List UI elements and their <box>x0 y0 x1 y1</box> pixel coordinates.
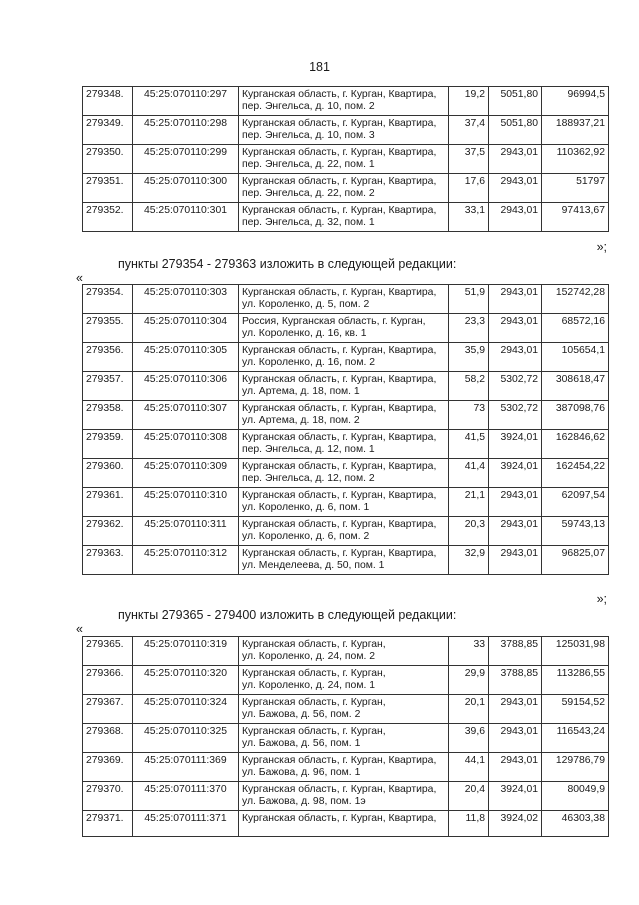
item-number-cell: 279349. <box>83 116 133 145</box>
area-cell: 29,9 <box>449 666 489 695</box>
address-line: ул. Короленко, д. 6, пом. 2 <box>242 531 370 542</box>
unit-price-cell: 3924,01 <box>489 459 542 488</box>
cadastral-value-cell: 62097,54 <box>542 488 609 517</box>
opening-quote-mark: « <box>76 271 83 285</box>
registry-table-3 <box>82 636 609 837</box>
address-line: ул. Короленко, д. 5, пом. 2 <box>242 299 370 310</box>
unit-price-cell: 2943,01 <box>489 488 542 517</box>
address-cell <box>239 285 449 314</box>
address-line: Курганская область, г. Курган, Квартира, <box>242 432 437 443</box>
table-row <box>83 116 609 145</box>
cadastral-number-cell: 45:25:070110:303 <box>133 285 239 314</box>
cadastral-number-cell: 45:25:070110:307 <box>133 401 239 430</box>
item-number-cell: 279350. <box>83 145 133 174</box>
area-cell: 37,4 <box>449 116 489 145</box>
unit-price-cell: 2943,01 <box>489 546 542 575</box>
area-cell: 58,2 <box>449 372 489 401</box>
address-line: пер. Энгельса, д. 10, пом. 3 <box>242 130 375 141</box>
item-number-cell: 279367. <box>83 695 133 724</box>
area-cell: 33 <box>449 637 489 666</box>
item-number-cell: 279361. <box>83 488 133 517</box>
item-number-cell: 279371. <box>83 811 133 837</box>
cadastral-value-cell: 80049,9 <box>542 782 609 811</box>
area-cell: 20,4 <box>449 782 489 811</box>
address-line: Курганская область, г. Курган, Квартира, <box>242 548 437 559</box>
unit-price-cell: 2943,01 <box>489 174 542 203</box>
address-cell <box>239 145 449 174</box>
cadastral-value-cell: 162846,62 <box>542 430 609 459</box>
cadastral-number-cell: 45:25:070110:297 <box>133 87 239 116</box>
address-line: Курганская область, г. Курган, Квартира, <box>242 755 437 766</box>
address-cell <box>239 459 449 488</box>
address-line: ул. Короленко, д. 16, пом. 2 <box>242 357 376 368</box>
registry-table-2 <box>82 284 609 575</box>
item-number-cell: 279354. <box>83 285 133 314</box>
area-cell: 37,5 <box>449 145 489 174</box>
unit-price-cell: 2943,01 <box>489 203 542 232</box>
table-row <box>83 174 609 203</box>
table-row <box>83 285 609 314</box>
address-line: ул. Артема, д. 18, пом. 2 <box>242 415 360 426</box>
cadastral-value-cell: 96994,5 <box>542 87 609 116</box>
area-cell: 32,9 <box>449 546 489 575</box>
table-row <box>83 753 609 782</box>
item-number-cell: 279363. <box>83 546 133 575</box>
item-number-cell: 279370. <box>83 782 133 811</box>
cadastral-value-cell: 59154,52 <box>542 695 609 724</box>
table-row <box>83 203 609 232</box>
cadastral-value-cell: 46303,38 <box>542 811 609 837</box>
item-number-cell: 279368. <box>83 724 133 753</box>
address-cell <box>239 637 449 666</box>
address-line: Курганская область, г. Курган, Квартира, <box>242 345 437 356</box>
cadastral-number-cell: 45:25:070110:305 <box>133 343 239 372</box>
unit-price-cell: 3924,02 <box>489 811 542 837</box>
item-number-cell: 279356. <box>83 343 133 372</box>
table-row <box>83 724 609 753</box>
item-number-cell: 279365. <box>83 637 133 666</box>
address-line: пер. Энгельса, д. 22, пом. 2 <box>242 188 375 199</box>
unit-price-cell: 5302,72 <box>489 401 542 430</box>
area-cell: 20,3 <box>449 517 489 546</box>
cadastral-number-cell: 45:25:070110:298 <box>133 116 239 145</box>
table-row <box>83 372 609 401</box>
unit-price-cell: 2943,01 <box>489 145 542 174</box>
item-number-cell: 279362. <box>83 517 133 546</box>
area-cell: 51,9 <box>449 285 489 314</box>
area-cell: 21,1 <box>449 488 489 517</box>
unit-price-cell: 5302,72 <box>489 372 542 401</box>
cadastral-value-cell: 105654,1 <box>542 343 609 372</box>
unit-price-cell: 2943,01 <box>489 753 542 782</box>
item-number-cell: 279360. <box>83 459 133 488</box>
item-number-cell: 279366. <box>83 666 133 695</box>
cadastral-number-cell: 45:25:070110:300 <box>133 174 239 203</box>
address-line: Курганская область, г. Курган, <box>242 639 386 650</box>
address-line: ул. Бажова, д. 98, пом. 1э <box>242 796 366 807</box>
cadastral-number-cell: 45:25:070110:311 <box>133 517 239 546</box>
address-cell <box>239 666 449 695</box>
area-cell: 17,6 <box>449 174 489 203</box>
address-line: ул. Короленко, д. 6, пом. 1 <box>242 502 370 513</box>
cadastral-value-cell: 162454,22 <box>542 459 609 488</box>
table-row <box>83 145 609 174</box>
address-cell <box>239 430 449 459</box>
table-row <box>83 782 609 811</box>
unit-price-cell: 3924,01 <box>489 782 542 811</box>
address-cell <box>239 343 449 372</box>
cadastral-value-cell: 113286,55 <box>542 666 609 695</box>
cadastral-value-cell: 68572,16 <box>542 314 609 343</box>
cadastral-number-cell: 45:25:070110:308 <box>133 430 239 459</box>
table-row <box>83 666 609 695</box>
item-number-cell: 279352. <box>83 203 133 232</box>
address-line: ул. Бажова, д. 96, пом. 1 <box>242 767 361 778</box>
address-cell <box>239 372 449 401</box>
cadastral-value-cell: 110362,92 <box>542 145 609 174</box>
table-row <box>83 314 609 343</box>
closing-quote-mark: »; <box>596 592 607 606</box>
address-line: пер. Энгельса, д. 32, пом. 1 <box>242 217 375 228</box>
table-row <box>83 546 609 575</box>
address-line: Курганская область, г. Курган, Квартира, <box>242 519 437 530</box>
unit-price-cell: 5051,80 <box>489 87 542 116</box>
unit-price-cell: 5051,80 <box>489 116 542 145</box>
address-line: ул. Артема, д. 18, пом. 1 <box>242 386 360 397</box>
cadastral-number-cell: 45:25:070110:320 <box>133 666 239 695</box>
address-line: Курганская область, г. Курган, Квартира, <box>242 784 437 795</box>
address-line: ул. Бажова, д. 56, пом. 2 <box>242 709 361 720</box>
address-cell <box>239 753 449 782</box>
address-cell <box>239 782 449 811</box>
address-line: пер. Энгельса, д. 10, пом. 2 <box>242 101 375 112</box>
address-cell <box>239 203 449 232</box>
address-line: ул. Короленко, д. 16, кв. 1 <box>242 328 367 339</box>
address-cell <box>239 546 449 575</box>
cadastral-value-cell: 387098,76 <box>542 401 609 430</box>
cadastral-value-cell: 188937,21 <box>542 116 609 145</box>
item-number-cell: 279351. <box>83 174 133 203</box>
address-line: ул. Короленко, д. 24, пом. 2 <box>242 651 376 662</box>
address-line: Курганская область, г. Курган, Квартира, <box>242 118 437 129</box>
address-line: ул. Менделеева, д. 50, пом. 1 <box>242 560 385 571</box>
cadastral-number-cell: 45:25:070110:324 <box>133 695 239 724</box>
address-cell <box>239 116 449 145</box>
address-cell <box>239 695 449 724</box>
address-line: пер. Энгельса, д. 22, пом. 1 <box>242 159 375 170</box>
cadastral-number-cell: 45:25:070110:301 <box>133 203 239 232</box>
cadastral-value-cell: 308618,47 <box>542 372 609 401</box>
address-line: Курганская область, г. Курган, Квартира, <box>242 147 437 158</box>
registry-table-1 <box>82 86 609 232</box>
area-cell: 35,9 <box>449 343 489 372</box>
address-line: пер. Энгельса, д. 12, пом. 1 <box>242 444 375 455</box>
address-line: Курганская область, г. Курган, Квартира, <box>242 403 437 414</box>
address-line: пер. Энгельса, д. 12, пом. 2 <box>242 473 375 484</box>
address-line: Курганская область, г. Курган, Квартира, <box>242 813 437 824</box>
cadastral-number-cell: 45:25:070111:371 <box>133 811 239 837</box>
cadastral-number-cell: 45:25:070110:306 <box>133 372 239 401</box>
cadastral-number-cell: 45:25:070110:309 <box>133 459 239 488</box>
amendment-instruction: пункты 279354 - 279363 изложить в следующей редакции: <box>118 257 457 271</box>
address-cell <box>239 87 449 116</box>
address-line: Курганская область, г. Курган, Квартира, <box>242 490 437 501</box>
table-row <box>83 87 609 116</box>
address-cell <box>239 724 449 753</box>
amendment-instruction: пункты 279365 - 279400 изложить в следующей редакции: <box>118 608 457 622</box>
address-cell <box>239 314 449 343</box>
cadastral-value-cell: 97413,67 <box>542 203 609 232</box>
address-line: Курганская область, г. Курган, Квартира, <box>242 461 437 472</box>
item-number-cell: 279358. <box>83 401 133 430</box>
cadastral-value-cell: 116543,24 <box>542 724 609 753</box>
unit-price-cell: 2943,01 <box>489 285 542 314</box>
area-cell: 11,8 <box>449 811 489 837</box>
cadastral-number-cell: 45:25:070111:369 <box>133 753 239 782</box>
item-number-cell: 279357. <box>83 372 133 401</box>
cadastral-number-cell: 45:25:070110:319 <box>133 637 239 666</box>
unit-price-cell: 3788,85 <box>489 666 542 695</box>
address-cell <box>239 174 449 203</box>
address-line: Курганская область, г. Курган, <box>242 668 386 679</box>
area-cell: 39,6 <box>449 724 489 753</box>
address-line: Курганская область, г. Курган, Квартира, <box>242 374 437 385</box>
unit-price-cell: 2943,01 <box>489 724 542 753</box>
unit-price-cell: 2943,01 <box>489 695 542 724</box>
area-cell: 33,1 <box>449 203 489 232</box>
cadastral-value-cell: 152742,28 <box>542 285 609 314</box>
item-number-cell: 279369. <box>83 753 133 782</box>
area-cell: 20,1 <box>449 695 489 724</box>
address-cell <box>239 517 449 546</box>
address-line: Курганская область, г. Курган, Квартира, <box>242 89 437 100</box>
unit-price-cell: 2943,01 <box>489 517 542 546</box>
item-number-cell: 279355. <box>83 314 133 343</box>
cadastral-value-cell: 129786,79 <box>542 753 609 782</box>
opening-quote-mark: « <box>76 622 83 636</box>
cadastral-number-cell: 45:25:070110:325 <box>133 724 239 753</box>
item-number-cell: 279348. <box>83 87 133 116</box>
page-number: 181 <box>309 60 330 74</box>
address-line: ул. Короленко, д. 24, пом. 1 <box>242 680 376 691</box>
table-row <box>83 695 609 724</box>
cadastral-number-cell: 45:25:070110:312 <box>133 546 239 575</box>
area-cell: 44,1 <box>449 753 489 782</box>
item-number-cell: 279359. <box>83 430 133 459</box>
cadastral-number-cell: 45:25:070110:299 <box>133 145 239 174</box>
address-cell <box>239 488 449 517</box>
table-row <box>83 517 609 546</box>
address-line: Россия, Курганская область, г. Курган, <box>242 316 426 327</box>
address-cell <box>239 811 449 837</box>
table-row <box>83 343 609 372</box>
cadastral-number-cell: 45:25:070111:370 <box>133 782 239 811</box>
cadastral-value-cell: 59743,13 <box>542 517 609 546</box>
address-line: Курганская область, г. Курган, Квартира, <box>242 287 437 298</box>
area-cell: 23,3 <box>449 314 489 343</box>
area-cell: 19,2 <box>449 87 489 116</box>
cadastral-value-cell: 96825,07 <box>542 546 609 575</box>
table-row <box>83 459 609 488</box>
table-row <box>83 811 609 837</box>
cadastral-value-cell: 125031,98 <box>542 637 609 666</box>
table-row <box>83 401 609 430</box>
address-line: Курганская область, г. Курган, Квартира, <box>242 176 437 187</box>
unit-price-cell: 3924,01 <box>489 430 542 459</box>
unit-price-cell: 2943,01 <box>489 343 542 372</box>
address-line: Курганская область, г. Курган, <box>242 726 386 737</box>
address-line: Курганская область, г. Курган, <box>242 697 386 708</box>
cadastral-value-cell: 51797 <box>542 174 609 203</box>
unit-price-cell: 3788,85 <box>489 637 542 666</box>
table-row <box>83 637 609 666</box>
area-cell: 73 <box>449 401 489 430</box>
table-row <box>83 488 609 517</box>
address-line: Курганская область, г. Курган, Квартира, <box>242 205 437 216</box>
unit-price-cell: 2943,01 <box>489 314 542 343</box>
table-row <box>83 430 609 459</box>
closing-quote-mark: »; <box>596 240 607 254</box>
area-cell: 41,4 <box>449 459 489 488</box>
area-cell: 41,5 <box>449 430 489 459</box>
cadastral-number-cell: 45:25:070110:310 <box>133 488 239 517</box>
cadastral-number-cell: 45:25:070110:304 <box>133 314 239 343</box>
address-line: ул. Бажова, д. 56, пом. 1 <box>242 738 361 749</box>
address-cell <box>239 401 449 430</box>
